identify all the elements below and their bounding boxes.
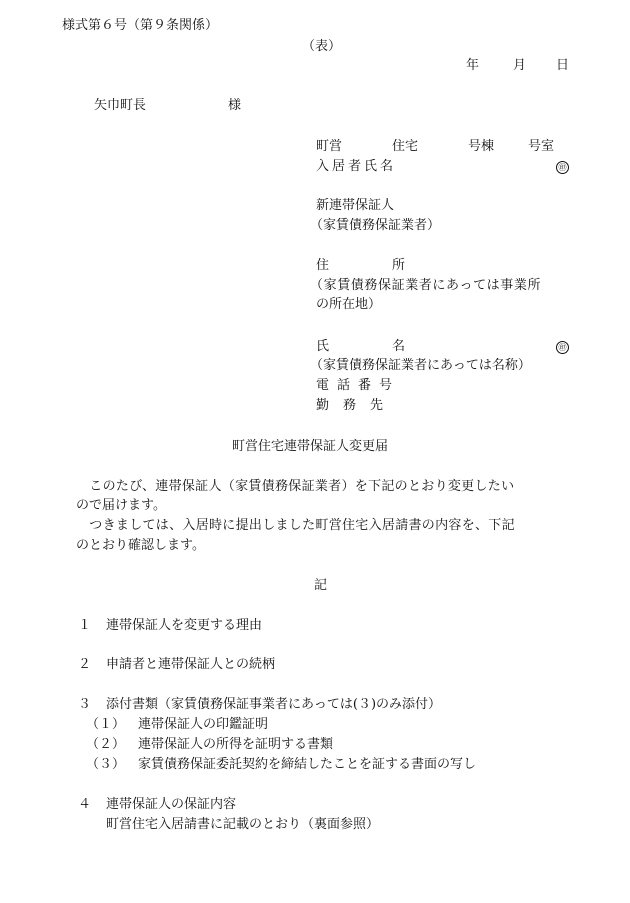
addressee-name: 矢巾町長 bbox=[94, 98, 147, 113]
seal-icon: ㊞ bbox=[556, 341, 569, 354]
address-label-2: 所 bbox=[392, 258, 406, 273]
item-text: 申請者と連帯保証人との続柄 bbox=[106, 657, 276, 672]
name-label-2: 名 bbox=[392, 339, 406, 354]
work-label: 勤務先 bbox=[316, 398, 398, 413]
body-p1-line1: このたび、連帯保証人（家賃債務保証業者）を下記のとおり変更したい bbox=[76, 479, 515, 494]
item-text: 連帯保証人を変更する理由 bbox=[106, 618, 263, 633]
address-note-1: （家賃債務保証業者にあっては事業所 bbox=[310, 278, 542, 293]
name-note: （家賃債務保証業者にあっては名称） bbox=[310, 358, 531, 373]
name-label-1: 氏 bbox=[316, 339, 330, 354]
guarantor-title: 新連帯保証人 bbox=[316, 198, 395, 213]
body-p2-line2: のとおり確認します。 bbox=[76, 538, 205, 553]
date-day: 日 bbox=[556, 58, 570, 73]
form-number: 様式第６号（第９条関係） bbox=[62, 18, 219, 33]
attachment-number: （１） bbox=[86, 717, 126, 732]
ki-label: 記 bbox=[314, 578, 328, 593]
building-label: 号棟 bbox=[468, 139, 495, 154]
attachment-text: 家賃債務保証委託契約を締結したことを証する書面の写し bbox=[138, 757, 477, 772]
item-number: ２ bbox=[78, 657, 92, 672]
attachment-text: 連帯保証人の所得を証明する書類 bbox=[138, 737, 334, 752]
attachment-number: （３） bbox=[86, 757, 126, 772]
housing-prefix: 町営 bbox=[316, 139, 343, 154]
item-number: １ bbox=[78, 618, 92, 633]
addressee-honorific: 様 bbox=[228, 98, 242, 113]
room-label: 号室 bbox=[528, 139, 555, 154]
document-title: 町営住宅連帯保証人変更届 bbox=[232, 439, 389, 454]
date-month: 月 bbox=[513, 58, 527, 73]
date-year: 年 bbox=[466, 58, 480, 73]
address-label-1: 住 bbox=[316, 258, 330, 273]
item-number: ４ bbox=[78, 797, 92, 812]
item-text: 添付書類（家賃債務保証事業者にあっては(３)のみ添付） bbox=[106, 697, 442, 712]
phone-label: 電話番号 bbox=[316, 378, 401, 393]
resident-label: 入居者氏名 bbox=[316, 159, 397, 174]
guarantor-title-sub: （家賃債務保証業者） bbox=[310, 218, 441, 233]
housing-label: 住宅 bbox=[392, 139, 419, 154]
item-number: ３ bbox=[78, 697, 92, 712]
address-note-2: の所在地） bbox=[316, 297, 382, 312]
seal-icon: ㊞ bbox=[556, 161, 569, 174]
body-p1-line2: ので届けます。 bbox=[76, 498, 166, 513]
attachment-number: （２） bbox=[86, 737, 126, 752]
side-label: （表） bbox=[302, 39, 342, 54]
item-text: 連帯保証人の保証内容 bbox=[106, 797, 237, 812]
item4-detail: 町営住宅入居請書に記載のとおり（裏面参照） bbox=[106, 817, 380, 832]
attachment-text: 連帯保証人の印鑑証明 bbox=[138, 717, 269, 732]
body-p2-line1: つきましては、入居時に提出しました町営住宅入居請書の内容を、下記 bbox=[76, 518, 515, 533]
